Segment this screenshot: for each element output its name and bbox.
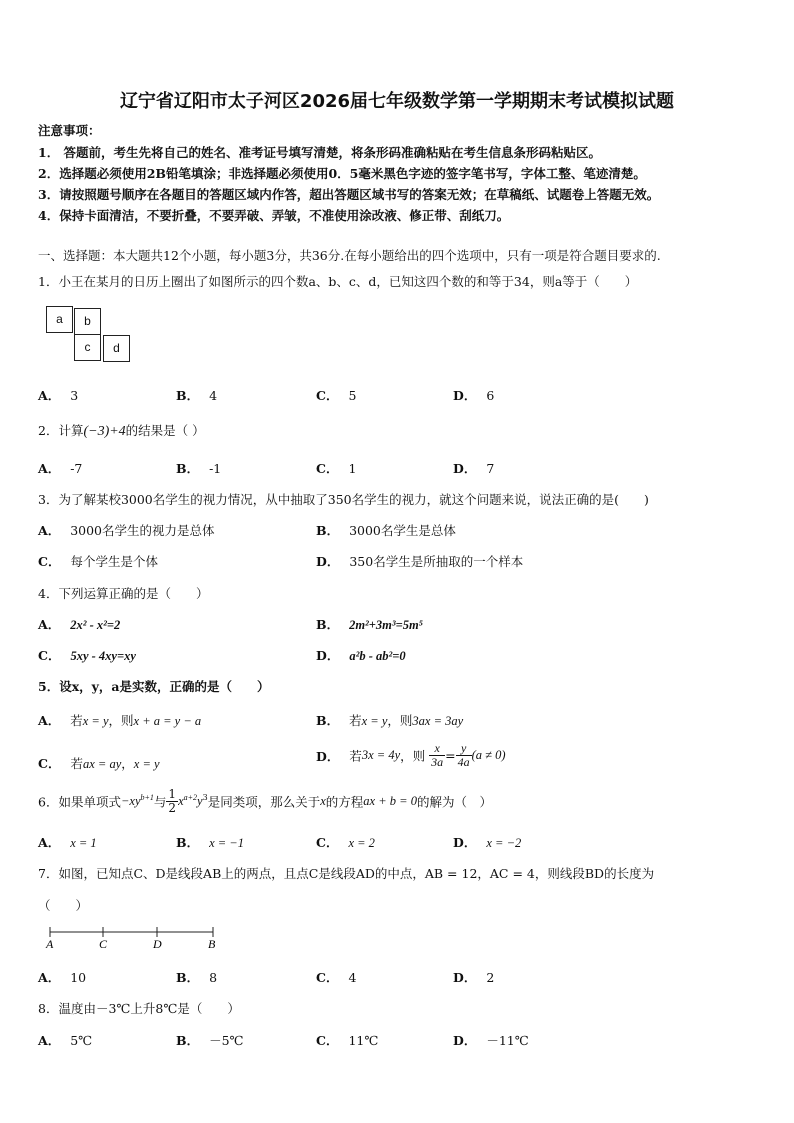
page-title: 辽宁省辽阳市太子河区2026届七年级数学第一学期期末考试模拟试题 <box>119 91 675 112</box>
fraction: $\frac{1}{2}$ <box>168 787 177 815</box>
q2-option-b[interactable]: B． -1 <box>176 461 222 476</box>
q5-option-d[interactable]: D． 若3x = 4y，则 $\frac{x}{3a}$ = $\frac{y}{4a}$ (a ≠ 0) <box>316 741 506 769</box>
q3-option-d[interactable]: D． 350名学生是所抽取的一个样本 <box>316 554 524 569</box>
point-label-a: A <box>46 937 54 951</box>
q4-option-c[interactable]: C． 5xy - 4xy=xy <box>38 648 136 663</box>
q4-option-d[interactable]: D． a²b - ab²=0 <box>316 648 406 663</box>
calendar-cell-b: b <box>74 308 101 335</box>
q5-option-b[interactable]: B． 若x = y，则3ax = 3ay <box>316 713 464 728</box>
q2-option-c[interactable]: C． 1 <box>316 461 357 476</box>
q7-option-d[interactable]: D． 2 <box>453 970 495 985</box>
notice-item: 1． 答题前，考生先将自己的姓名、准考证号填写清楚，将条形码准确粘贴在考生信息条形码粘贴区。 <box>38 145 602 160</box>
q4-option-a[interactable]: A． 2x² - x²=2 <box>38 617 121 632</box>
q2-option-a[interactable]: A． -7 <box>38 461 83 476</box>
fraction: $\frac{y}{4a}$ <box>457 741 470 769</box>
fraction: $\frac{x}{3a}$ <box>431 741 444 769</box>
q8-option-b[interactable]: B． －5℃ <box>176 1033 244 1048</box>
q1-stem: 1．小王在某月的日历上圈出了如图所示的四个数a、b、c、d，已知这四个数的和等于34，则a等于（ ） <box>38 274 638 289</box>
q5-option-a[interactable]: A． 若x = y，则x + a = y − a <box>38 713 202 728</box>
q3-stem: 3．为了解某校3000名学生的视力情况，从中抽取了350名学生的视力，就这个问题来说，说法正确的是( ) <box>38 492 649 507</box>
q7-option-b[interactable]: B． 8 <box>176 970 218 985</box>
q5-option-c[interactable]: C． 若ax = ay，x = y <box>38 756 160 771</box>
q6-option-c[interactable]: C． x = 2 <box>316 835 375 850</box>
point-label-d: D <box>153 937 162 951</box>
q4-stem: 4．下列运算正确的是（ ） <box>38 586 209 601</box>
q3-option-a[interactable]: A． 3000名学生的视力是总体 <box>38 523 215 538</box>
notice-item: 4．保持卡面清洁，不要折叠，不要弄破、弄皱，不准使用涂改液、修正带、刮纸刀。 <box>38 208 510 223</box>
q6-option-a[interactable]: A． x = 1 <box>38 835 97 850</box>
notice-item: 3．请按照题号顺序在各题目的答题区域内作答，超出答题区域书写的答案无效；在草稿纸、试题卷上答题无效。 <box>38 187 660 202</box>
q8-option-d[interactable]: D． －11℃ <box>453 1033 529 1048</box>
q8-option-a[interactable]: A． 5℃ <box>38 1033 93 1048</box>
calendar-cell-c: c <box>74 334 101 361</box>
q6-option-b[interactable]: B． x = −1 <box>176 835 244 850</box>
q7-option-a[interactable]: A． 10 <box>38 970 87 985</box>
section-heading: 一、选择题：本大题共12个小题，每小题3分，共36分.在每小题给出的四个选项中，只有一项是符合题目要求的. <box>38 248 661 263</box>
segment-figure <box>40 924 230 954</box>
q6-stem: 6．如果单项式$-xy^{b+1}$与 $\frac{1}{2}$ $x^{a+2}y^3$是同类项，那么关于x的方程ax + b = 0的解为（ ） <box>38 787 492 815</box>
q2-stem: 2．计算(−3)+4的结果是（ ） <box>38 423 205 439</box>
calendar-cell-d: d <box>103 335 130 362</box>
q8-option-c[interactable]: C． 11℃ <box>316 1033 379 1048</box>
q7-option-c[interactable]: C． 4 <box>316 970 357 985</box>
q5-stem: 5．设x，y，a是实数，正确的是（ ） <box>38 679 270 694</box>
q3-option-c[interactable]: C． 每个学生是个体 <box>38 554 158 569</box>
point-label-b: B <box>208 937 216 951</box>
calendar-cell-a: a <box>46 306 73 333</box>
q1-option-d[interactable]: D． 6 <box>453 388 495 403</box>
notice-heading: 注意事项： <box>38 123 101 138</box>
q8-stem: 8．温度由－3℃上升8℃是（ ） <box>38 1001 240 1016</box>
q1-option-a[interactable]: A． 3 <box>38 388 79 403</box>
q2-option-d[interactable]: D． 7 <box>453 461 495 476</box>
q3-option-b[interactable]: B． 3000名学生是总体 <box>316 523 456 538</box>
q1-option-c[interactable]: C． 5 <box>316 388 357 403</box>
point-label-c: C <box>99 937 108 951</box>
q7-paren: （ ） <box>38 898 89 913</box>
q7-stem: 7．如图，已知点C、D是线段AB上的两点，且点C是线段AD的中点，AB = 12，AC = 4，则线段BD的长度为 <box>38 866 655 881</box>
q6-option-d[interactable]: D． x = −2 <box>453 835 522 850</box>
notice-item: 2．选择题必须使用2B铅笔填涂；非选择题必须使用0．5毫米黑色字迹的签字笔书写，字体工整、笔迹清楚。 <box>38 166 646 181</box>
q1-option-b[interactable]: B． 4 <box>176 388 218 403</box>
q4-option-b[interactable]: B． 2m²+3m³=5m⁵ <box>316 617 424 632</box>
